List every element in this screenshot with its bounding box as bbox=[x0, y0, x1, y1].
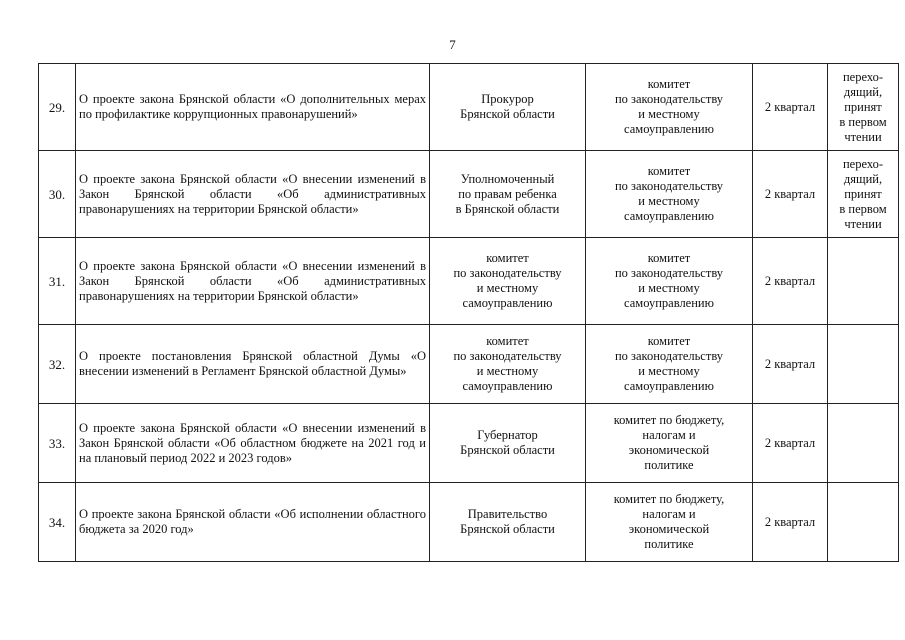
note-line: принят bbox=[844, 186, 882, 201]
initiator-line: Прокурор bbox=[481, 92, 534, 106]
note bbox=[828, 238, 899, 325]
term: 2 квартал bbox=[753, 151, 828, 238]
note-line: перехо- bbox=[842, 69, 884, 84]
committee-line: комитет по бюджету, bbox=[613, 413, 725, 427]
term: 2 квартал bbox=[753, 325, 828, 404]
note-line: чтении bbox=[844, 216, 882, 231]
committee-line: экономической bbox=[628, 522, 710, 536]
initiator-line: Брянской области bbox=[460, 107, 555, 121]
initiator-line: Правительство bbox=[467, 507, 548, 521]
row-number: 33. bbox=[39, 404, 76, 483]
responsible-committee bbox=[586, 151, 753, 238]
initiator-line: Брянской области bbox=[460, 522, 555, 536]
row-number: 34. bbox=[39, 483, 76, 562]
committee-line: самоуправлению bbox=[624, 209, 714, 223]
responsible-committee bbox=[586, 404, 753, 483]
committee-line: комитет bbox=[647, 334, 691, 348]
committee-line: комитет по бюджету, bbox=[613, 492, 725, 506]
committee-line: самоуправлению bbox=[624, 379, 714, 393]
initiator-line: по законодательству bbox=[453, 349, 562, 363]
note bbox=[828, 483, 899, 562]
row-number: 30. bbox=[39, 151, 76, 238]
note-line: в первом bbox=[839, 201, 887, 216]
bill-title: О проекте закона Брянской области «О внесении изменений в Закон Брянской области «Об административных правонарушениях на территории Брянской области» bbox=[76, 238, 430, 325]
committee-line: по законодательству bbox=[614, 266, 724, 280]
initiator bbox=[430, 64, 586, 151]
initiator bbox=[430, 238, 586, 325]
initiator-line: Уполномоченный bbox=[460, 171, 555, 186]
note bbox=[828, 64, 899, 151]
committee-line: комитет bbox=[647, 251, 691, 265]
initiator-line: Губернатор bbox=[477, 428, 538, 442]
committee-line: и местному bbox=[638, 194, 700, 208]
initiator bbox=[430, 404, 586, 483]
note bbox=[828, 325, 899, 404]
bill-title: О проекте закона Брянской области «О дополнительных мерах по профилактике коррупционных правонарушений» bbox=[76, 64, 430, 151]
initiator-line: в Брянской области bbox=[455, 201, 560, 216]
committee-line: по законодательству bbox=[614, 92, 724, 106]
responsible-committee bbox=[586, 238, 753, 325]
note-line: принят bbox=[844, 99, 882, 114]
committee-line: комитет bbox=[647, 164, 691, 178]
page-number: 7 bbox=[449, 37, 456, 52]
initiator bbox=[430, 151, 586, 238]
committee-line: комитет bbox=[647, 77, 691, 91]
responsible-committee bbox=[586, 325, 753, 404]
table-row bbox=[39, 151, 899, 238]
initiator-line: комитет bbox=[486, 334, 529, 348]
note-line: дящий, bbox=[843, 84, 883, 99]
table-row bbox=[39, 238, 899, 325]
bill-title: О проекте закона Брянской области «Об исполнении областного бюджета за 2020 год» bbox=[76, 483, 430, 562]
note-line: дящий, bbox=[843, 171, 883, 186]
committee-line: налогам и bbox=[642, 507, 696, 521]
note bbox=[828, 151, 899, 238]
table-row bbox=[39, 325, 899, 404]
row-number: 32. bbox=[39, 325, 76, 404]
responsible-committee bbox=[586, 64, 753, 151]
bill-title: О проекте закона Брянской области «О внесении изменений в Закон Брянской области «Об областном бюджете на 2021 год и на плановый период 2022 и 2023 годов» bbox=[76, 404, 430, 483]
initiator-line: комитет bbox=[486, 251, 529, 265]
legislative-plan-table bbox=[38, 63, 899, 562]
committee-line: экономической bbox=[628, 443, 710, 457]
committee-line: политике bbox=[644, 458, 694, 472]
committee-line: политике bbox=[644, 537, 694, 551]
note-line: перехо- bbox=[842, 156, 884, 171]
term: 2 квартал bbox=[753, 404, 828, 483]
note-line: в первом bbox=[839, 114, 887, 129]
note-line: чтении bbox=[844, 129, 882, 144]
committee-line: и местному bbox=[638, 107, 700, 121]
initiator-line: по законодательству bbox=[453, 266, 562, 280]
committee-line: и местному bbox=[638, 364, 700, 378]
initiator-line: самоуправлению bbox=[462, 379, 553, 393]
committee-line: самоуправлению bbox=[624, 296, 714, 310]
term: 2 квартал bbox=[753, 64, 828, 151]
term: 2 квартал bbox=[753, 483, 828, 562]
bill-title: О проекте закона Брянской области «О внесении изменений в Закон Брянской области «Об административных правонарушениях на территории Брянской области» bbox=[76, 151, 430, 238]
table-row bbox=[39, 64, 899, 151]
responsible-committee bbox=[586, 483, 753, 562]
committee-line: самоуправлению bbox=[624, 122, 714, 136]
initiator-line: и местному bbox=[476, 281, 539, 295]
note bbox=[828, 404, 899, 483]
table-row bbox=[39, 483, 899, 562]
bill-title: О проекте постановления Брянской областной Думы «О внесении изменений в Регламент Брянской областной Думы» bbox=[76, 325, 430, 404]
initiator-line: по правам ребенка bbox=[458, 186, 557, 201]
row-number: 31. bbox=[39, 238, 76, 325]
committee-line: налогам и bbox=[642, 428, 696, 442]
initiator bbox=[430, 483, 586, 562]
term: 2 квартал bbox=[753, 238, 828, 325]
initiator-line: Брянской области bbox=[460, 443, 555, 457]
committee-line: по законодательству bbox=[614, 179, 724, 193]
table-row bbox=[39, 404, 899, 483]
committee-line: и местному bbox=[638, 281, 700, 295]
row-number: 29. bbox=[39, 64, 76, 151]
initiator bbox=[430, 325, 586, 404]
initiator-line: и местному bbox=[476, 364, 539, 378]
committee-line: по законодательству bbox=[614, 349, 724, 363]
initiator-line: самоуправлению bbox=[462, 296, 553, 310]
